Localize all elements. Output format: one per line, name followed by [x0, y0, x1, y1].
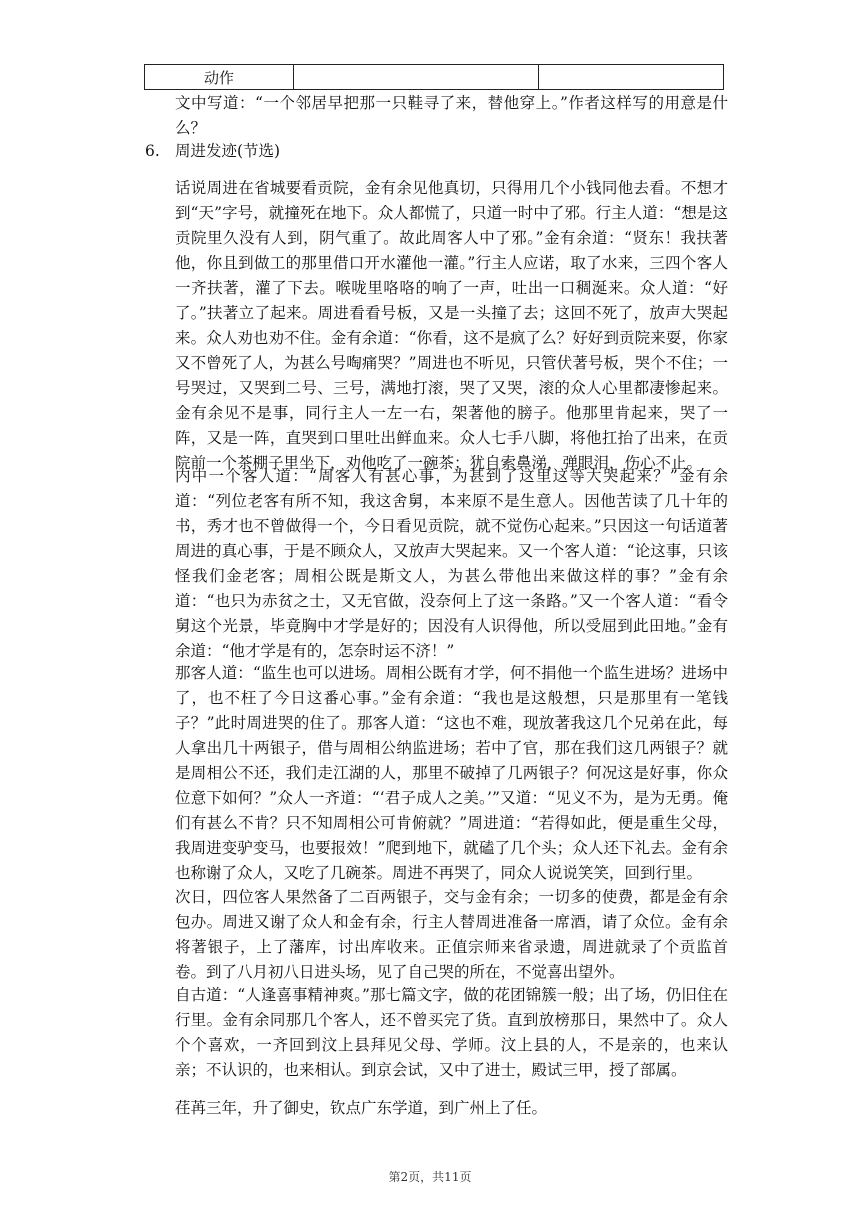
paragraph-5: 自古道：“人逢喜事精神爽。”那七篇文字，做的花团锦簇一般；出了场，仍旧住在行里。金有余同那几个客人，还不曾买完了货。直到放榜那日，果然中了。众人个个喜欢，一齐回到汶上县拜见父母、学师。汶上县的人，不是亲的，也来认亲；不认识的，也来相认。到京会试，又中了进士，殿试三甲，授了部属。 — [175, 986, 728, 1079]
answer-table — [144, 64, 724, 90]
paragraph-2: 内中一个客人道：“周客人有甚心事，为甚到了这里这等大哭起来？”金有余道：“列位老客有所不知，我这舍舅，本来原不是生意人。因他苦读了几十年的书，秀才也不曾做得一个，今日看见贡院，就不觉伤心起来。”只因这一句话道著周进的真心事，于是不顾众人，又放声大哭起来。又一个客人道：“论这事，只该怪我们金老客；周相公既是斯文人，为甚么带他出来做这样的事？”金有余道：“也只为赤贫之士，又无官做，没奈何上了这一条路。”又一个客人道：“看令舅这个光景，毕竟胸中才学是好的；因没有人识得他，所以受屈到此田地。”金有余道：“他才学是有的，怎奈时运不济！” — [175, 467, 728, 660]
table-cell-label: 动作 — [145, 65, 294, 90]
passage-title: 周进发迹(节选) — [175, 142, 281, 160]
page-footer: 第2页，共11页 — [388, 1170, 472, 1184]
question-text: 文中写道：“一个邻居早把那一只鞋寻了来，替他穿上。”作者这样写的用意是什么？ — [175, 94, 728, 137]
paragraph-3: 那客人道：“监生也可以进场。周相公既有才学，何不捐他一个监生进场？进场中了，也不枉了今日这番心事。”金有余道：“我也是这般想，只是那里有一笔钱子？”此时周进哭的住了。那客人道：“这也不难，现放著我这几个兄弟在此，每人拿出几十两银子，借与周相公纳监进场；若中了官，那在我们这几两银子？就是周相公不还，我们走江湖的人，那里不破掉了几两银子？何况这是好事，你众位意下如何？”众人一齐道：“‘君子成人之美。’”又道：“见义不为，是为无勇。俺们有甚么不肯？只不知周相公可肯俯就？”周进道：“若得如此，便是重生父母，我周进变驴变马，也要报效！”爬到地下，就磕了几个头；众人还下礼去。金有余也称谢了众人，又吃了几碗茶。周进不再哭了，同众人说说笑笑，回到行里。 — [175, 664, 728, 882]
paragraph-1: 话说周进在省城要看贡院，金有余见他真切，只得用几个小钱同他去看。不想才到“天”字号，就撞死在地下。众人都慌了，只道一时中了邪。行主人道：“想是这贡院里久没有人到，阴气重了。故此周客人中了邪。”金有余道：“贤东！我扶著他，你且到做工的那里借口开水灌他一灌。”行主人应诺，取了水来，三四个客人一齐扶著，灌了下去。喉咙里咯咯的响了一声，吐出一口稠涎来。众人道：“好了。”扶著立了起来。周进看看号板，又是一头撞了去；这回不死了，放声大哭起来。众人劝也劝不住。金有余道：“你看，这不是疯了么？好好到贡院来耍，你家又不曾死了人，为甚么号啕痛哭？”周进也不听见，只管伏著号板，哭个不住；一号哭过，又哭到二号、三号，满地打滚，哭了又哭，滚的众人心里都凄惨起来。金有余见不是事，同行主人一左一右，架著他的膀子。他那里肯起来，哭了一阵，又是一阵，直哭到口里吐出鲜血来。众人七手八脚，将他扛抬了出来，在贡院前一个茶棚子里坐下，劝他吃了一碗茶；犹自索鼻涕，弹眼泪，伤心不止。 — [175, 179, 728, 472]
question-number: 6. — [145, 142, 160, 160]
paragraph-6: 荏苒三年，升了御史，钦点广东学道，到广州上了任。 — [175, 1099, 548, 1117]
paragraph-4: 次日，四位客人果然备了二百两银子，交与金有余；一切多的使费，都是金有余包办。周进又谢了众人和金有余，行主人替周进准备一席酒，请了众位。金有余将著银子，上了藩库，讨出库收来。正值宗师来省录遗，周进就录了个贡监首卷。到了八月初八日进头场，见了自己哭的所在，不觉喜出望外。 — [175, 888, 728, 981]
table-cell-answer-1 — [294, 65, 539, 90]
table-cell-answer-2 — [539, 65, 724, 90]
table-row — [145, 65, 724, 90]
